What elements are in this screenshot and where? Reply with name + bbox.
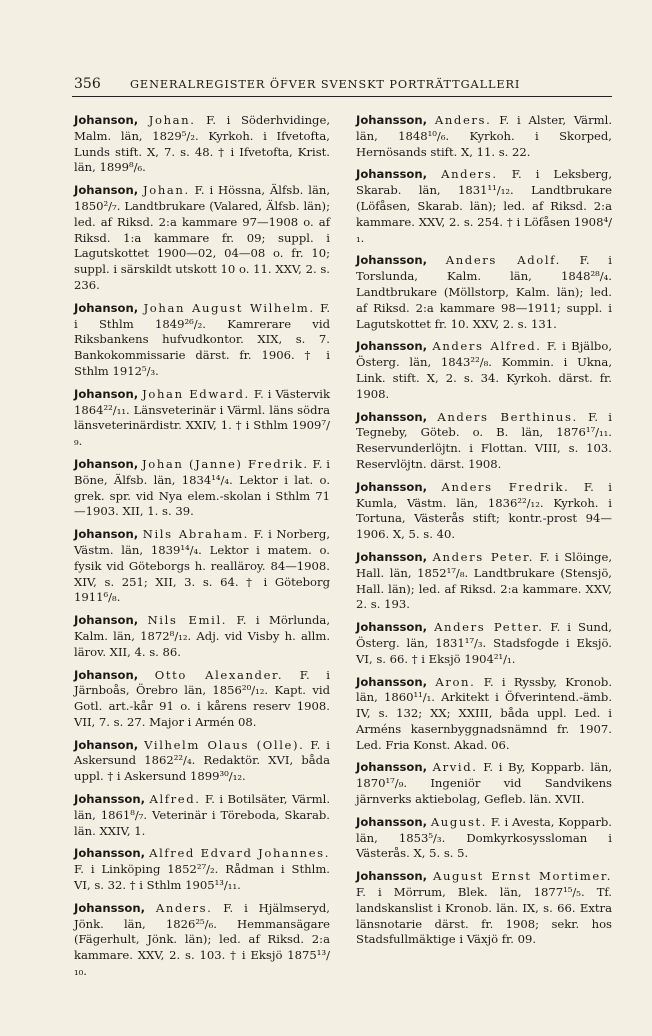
register-entry xyxy=(356,869,612,948)
entry-given-name: Anders Alfred. xyxy=(432,339,542,354)
entry-given-name: Alfred Edvard Johannes. xyxy=(149,846,330,861)
entry-surname: Johansson, xyxy=(356,760,428,775)
entry-text: F. i Tegneby, Göteb. o. B. län, 1876¹⁷/₁₁. Reservunderlöjtn. i Flottan. VIII, s. 103. Reservlöjtn. därst. 1908. xyxy=(356,409,612,471)
entry-given-name: Johan Edward. xyxy=(142,386,250,401)
entry-surname: Johansson, xyxy=(356,814,428,829)
page-header xyxy=(72,74,612,97)
entry-surname: Johansson, xyxy=(74,900,146,915)
entry-given-name: August Ernst Mortimer. xyxy=(432,869,612,884)
entry-text: F. i Norberg, Västm. län, 1839¹⁴/₄. Lektor i matem. o. fysik vid Göteborgs h. realläroy. 84—1908. XIV, s. 251; XII, 3. s. 64. † i Göteborg 1911⁶/₈. xyxy=(74,527,331,605)
entry-text: F. i Hjälmseryd, Jönk. län, 1826²⁵/₆. Hemmansägare (Fägerhult, Jönk. län); led. af Riksd. 2:a kammare. XXV, 2. s. 103. † i Eksjö 1875¹³/₁₀. xyxy=(74,900,330,979)
register-entry xyxy=(356,760,612,807)
entry-given-name: Anders Fredrik. xyxy=(441,479,570,494)
entry-text: F. i Torslunda, Kalm. län, 1848²⁸/₄. Landtbrukare (Möllstorp, Kalm. län); led. af Riksd. 2:a kammare 98—1911; suppl. i Lagutskottet fr. 10. XXV, 2. s. 131. xyxy=(356,253,612,331)
entry-given-name: Nils Emil. xyxy=(147,613,228,628)
entry-given-name: Arvid. xyxy=(432,760,478,775)
entry-given-name: Anders Adolf. xyxy=(445,253,561,268)
entry-surname: Johanson, xyxy=(74,737,139,752)
entry-text: F. i Västervik 1864²²/₁₁. Länsveterinär i Värml. läns södra länsveterinärdistr. XXIV, 1. † i Sthlm 1909⁷/₉. xyxy=(74,386,330,449)
entry-surname: Johanson, xyxy=(74,113,139,127)
register-entry xyxy=(356,253,612,332)
entry-surname: Johanson, xyxy=(74,527,139,542)
entry-surname: Johansson, xyxy=(356,253,428,268)
running-title: GENERALREGISTER ÖFVER SVENSKT PORTRÄTTGALLERI xyxy=(130,78,521,91)
entry-given-name: Johan. xyxy=(148,113,196,127)
entry-text: F. i Botilsäter, Värml. län, 1861⁸/₇. Veterinär i Töreboda, Skarab. län. XXIV, 1. xyxy=(74,792,331,838)
register-entry xyxy=(356,410,612,473)
entry-text: F. i Bjälbo, Österg. län, 1843²²/₈. Kommin. i Ukna, Link. stift. X, 2. s. 34. Kyrkoh. därst. fr. 1908. xyxy=(356,339,613,401)
entry-given-name: Johan (Janne) Fredrik. xyxy=(142,456,309,471)
entry-given-name: Johan August Wilhelm. xyxy=(143,300,315,315)
entry-surname: Johansson, xyxy=(74,792,146,807)
register-entry xyxy=(356,815,612,862)
entry-given-name: Alfred. xyxy=(149,792,201,807)
entry-text: F. i Hössna, Älfsb. län, 1850²/₇. Landtbrukare (Valared, Älfsb. län); led. af Riksd. 2:a kammare 97—1908 o. af Riksd. 1:a kammare fr. 09; suppl. i Lagutskottet 1900—02, 04—08 o. fr. 10; suppl. i särskildt utskott 10 o. 11. XXV, 2. s. 236. xyxy=(74,183,331,292)
register-entry xyxy=(74,668,330,731)
register-entry xyxy=(74,613,330,660)
register-entry xyxy=(356,339,612,402)
entry-given-name: Nils Abraham. xyxy=(142,527,249,542)
entry-text: F. i Avesta, Kopparb. län, 1853⁵/₃. Domkyrkosyssloman i Västerås. X, 5. s. 5. xyxy=(356,814,612,861)
entry-surname: Johansson, xyxy=(356,113,428,127)
register-entry xyxy=(356,550,612,613)
entry-text: F. i Kumla, Västm. län, 1836²²/₁₂. Kyrkoh. i Tortuna, Västerås stift; kontr.-prost 94—1906. X, 5. s. 40. xyxy=(356,479,612,542)
entry-surname: Johansson, xyxy=(356,339,428,354)
entry-given-name: Aron. xyxy=(435,674,476,689)
register-entry xyxy=(74,792,330,839)
register-entry xyxy=(74,527,330,606)
register-entry xyxy=(74,901,330,980)
entry-given-name: Otto Alexander. xyxy=(154,667,284,682)
register-entry xyxy=(356,167,612,246)
page-number: 356 xyxy=(74,76,101,92)
entry-given-name: Vilhelm Olaus (Olle). xyxy=(144,737,305,752)
entry-given-name: Anders. xyxy=(434,113,492,127)
entry-text: F. i By, Kopparb. län, 1870¹⁷/₉. Ingeniör vid Sandvikens järnverks aktiebolag, Gefleb. län. XVII. xyxy=(356,760,613,807)
entry-surname: Johansson, xyxy=(356,479,428,494)
entry-text: F. i Järnboås, Örebro län, 1856²⁰/₁₂. Kapt. vid Gotl. art.-kår 91 o. i kårens reserv 1908. VII, 7. s. 27. Major i Armén 08. xyxy=(74,667,330,729)
entry-given-name: Anders. xyxy=(155,900,213,915)
entry-text: F. i Sund, Österg. län, 1831¹⁷/₃. Stadsfogde i Eksjö. VI, s. 66. † i Eksjö 1904²¹/₁. xyxy=(356,620,612,666)
register-entry xyxy=(74,387,330,450)
right-column xyxy=(356,113,612,955)
entry-text: F. i Askersund 1862²²/₄. Redaktör. XVI, båda uppl. † i Askersund 1899³⁰/₁₂. xyxy=(74,737,331,784)
register-entry xyxy=(356,620,612,667)
entry-given-name: Anders. xyxy=(441,167,498,182)
entry-given-name: Johan. xyxy=(143,183,190,198)
entry-surname: Johanson, xyxy=(74,456,139,471)
entry-given-name: August. xyxy=(430,814,488,829)
entry-text: F. i Mörrum, Blek. län, 1877¹⁵/₅. Tf. landskanslist i Kronob. län. IX, s. 66. Extra länsnotarie därst. fr. 1908; sekr. hos Stadsfullmäktige i Växjö fr. 09. xyxy=(356,885,612,947)
entry-surname: Johansson, xyxy=(356,674,428,689)
entry-text: F. i Böne, Älfsb. län, 1834¹⁴/₄. Lektor i lat. o. grek. spr. vid Nya elem.-skolan i Sthlm 71—1903. XII, 1. s. 39. xyxy=(74,456,331,519)
entry-surname: Johansson, xyxy=(74,846,146,861)
entry-text: F. i Slöinge, Hall. län, 1852¹⁷/₈. Landtbrukare (Stensjö, Hall. län); led. af Riksd. 2:a kammare. XXV, 2. s. 193. xyxy=(356,549,613,612)
entry-text: F. i Söderhvidinge, Malm. län, 1829⁵/₂. Kyrkoh. i Ifvetofta, Lunds stift. X, 7. s. 48. † i Ifvetofta, Krist. län, 1899⁸/₆. xyxy=(74,113,330,175)
register-entry xyxy=(356,675,612,754)
entry-surname: Johansson, xyxy=(356,549,428,564)
entry-text: F. i Linköping 1852²⁷/₂. Rådman i Sthlm. VI, s. 32. † i Sthlm 1905¹³/₁₁. xyxy=(74,862,330,893)
register-entry xyxy=(356,113,612,160)
entry-given-name: Anders Berthinus. xyxy=(437,409,578,424)
entry-surname: Johanson, xyxy=(74,183,139,198)
register-entry xyxy=(74,113,330,176)
entry-text: F. i Leksberg, Skarab. län, 1831¹¹/₁₂. Landtbrukare (Löfåsen, Skarab. län); led. af Riksd. 2:a kammare. XXV, 2. s. 254. † i Löfåsen 1908⁴/₁. xyxy=(356,167,613,245)
entry-surname: Johanson, xyxy=(74,613,139,628)
register-entry xyxy=(74,301,330,380)
entry-surname: Johanson, xyxy=(74,386,139,401)
register-entry xyxy=(356,480,612,543)
entry-surname: Johanson, xyxy=(74,667,139,682)
entry-surname: Johansson, xyxy=(356,409,428,424)
register-entry xyxy=(74,738,330,785)
register-entry xyxy=(74,457,330,520)
entry-text: F. i Ryssby, Kronob. län, 1860¹¹/₁. Arkitekt i Öfverintend.-ämb. IV, s. 132; XX; XXIII, båda uppl. Led. i Arméns kasernbyggnadsnämnd fr. 1907. Led. Fria Konst. Akad. 06. xyxy=(356,674,613,752)
entry-given-name: Anders Petter. xyxy=(434,620,544,635)
entry-surname: Johanson, xyxy=(74,300,139,315)
entry-given-name: Anders Peter. xyxy=(432,549,535,564)
entry-surname: Johansson, xyxy=(356,869,428,884)
entry-text: F. i Mörlunda, Kalm. län, 1872⁸/₁₂. Adj. vid Visby h. allm. lärov. XII, 4. s. 86. xyxy=(74,613,331,659)
entry-text: F. i Sthlm 1849²⁶/₂. Kamrerare vid Riksbankens hufvudkontor. XIX, s. 7. Bankokommissarie därst. fr. 1906. † i Sthlm 1912⁵/₃. xyxy=(74,300,331,378)
entry-text: F. i Alster, Värml. län, 1848¹⁰/₆. Kyrkoh. i Skorped, Hernösands stift. X, 11. s. 22. xyxy=(356,113,613,159)
register-entry xyxy=(74,846,330,893)
entry-surname: Johansson, xyxy=(356,620,428,635)
left-column xyxy=(74,113,330,987)
entry-surname: Johansson, xyxy=(356,167,428,182)
register-entry xyxy=(74,183,330,294)
